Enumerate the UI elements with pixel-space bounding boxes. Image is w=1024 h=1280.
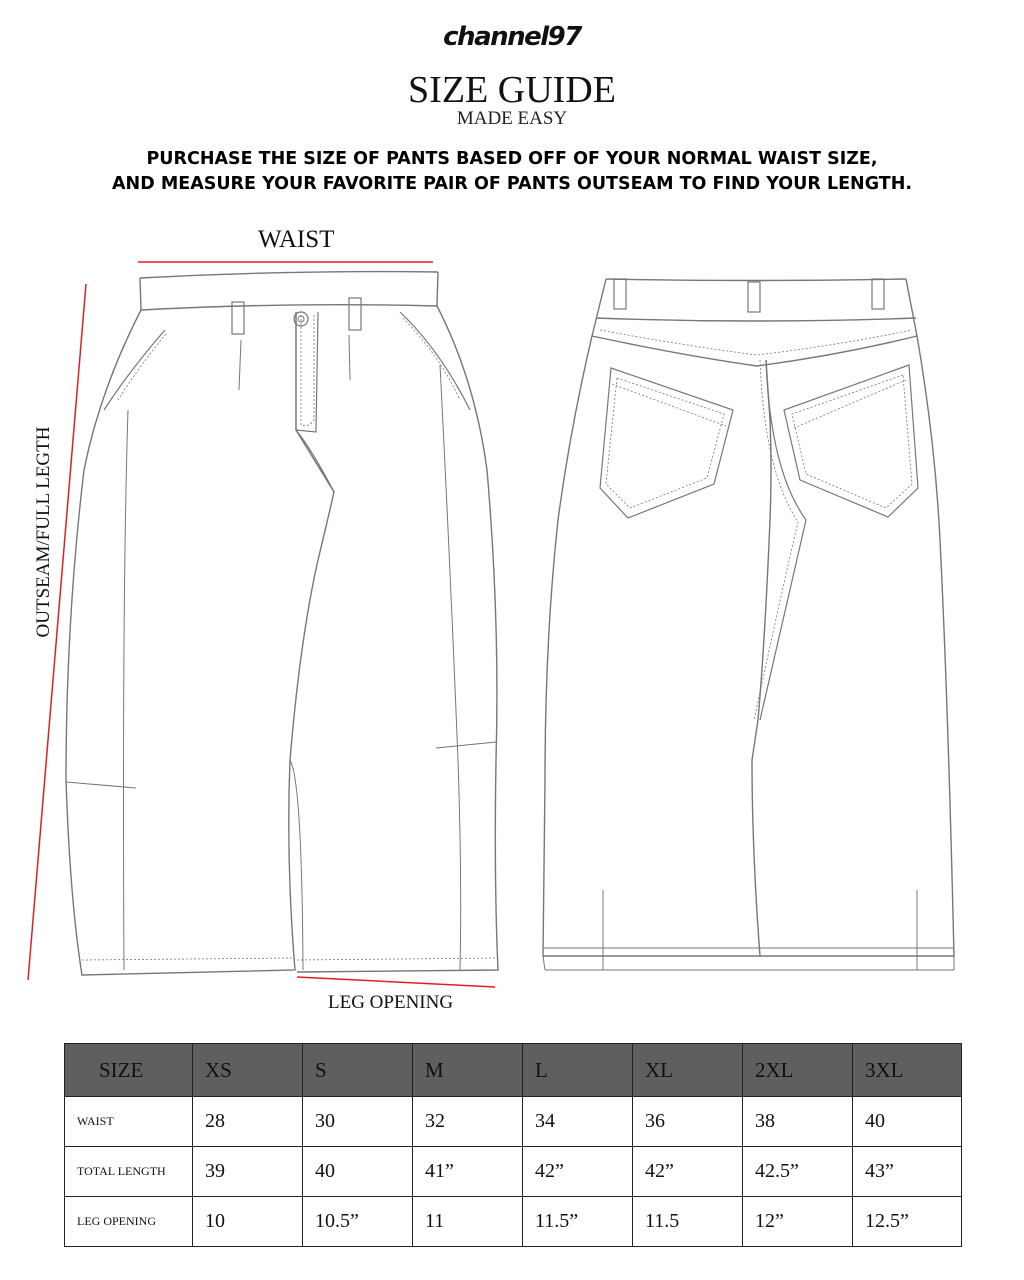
table-cell: 11 <box>413 1197 523 1247</box>
page-subtitle: MADE EASY <box>456 108 568 129</box>
table-cell: 42” <box>633 1147 743 1197</box>
table-cell: 10 <box>193 1197 303 1247</box>
table-cell: 30 <box>303 1097 413 1147</box>
table-row <box>65 1197 962 1247</box>
row-label-waist: WAIST <box>65 1097 193 1147</box>
leg-opening-label: LEG OPENING <box>328 992 454 1013</box>
waist-label: WAIST <box>258 226 335 253</box>
header-2xl: 2XL <box>743 1044 853 1097</box>
table-cell: 32 <box>413 1097 523 1147</box>
table-row <box>65 1097 962 1147</box>
header-l: L <box>523 1044 633 1097</box>
size-table-header <box>65 1044 962 1097</box>
table-cell: 40 <box>853 1097 962 1147</box>
brand-logo: channel97 <box>443 22 581 52</box>
header-size: SIZE <box>65 1044 193 1097</box>
table-cell: 12.5” <box>853 1197 962 1247</box>
size-table <box>64 1043 962 1247</box>
outseam-label: OUTSEAM/FULL LEGTH <box>33 426 54 638</box>
header-3xl: 3XL <box>853 1044 962 1097</box>
table-cell: 34 <box>523 1097 633 1147</box>
table-cell: 28 <box>193 1097 303 1147</box>
front-pants-drawing <box>66 272 498 975</box>
header-m: M <box>413 1044 523 1097</box>
table-cell: 11.5 <box>633 1197 743 1247</box>
row-label-leg-opening: LEG OPENING <box>65 1197 193 1247</box>
leg-opening-measure-line <box>297 977 495 987</box>
instruction-line-1: PURCHASE THE SIZE OF PANTS BASED OFF OF YOUR NORMAL WAIST SIZE, <box>146 149 878 169</box>
table-row <box>65 1147 962 1197</box>
table-cell: 36 <box>633 1097 743 1147</box>
table-cell: 39 <box>193 1147 303 1197</box>
table-cell: 38 <box>743 1097 853 1147</box>
header-s: S <box>303 1044 413 1097</box>
table-cell: 42.5” <box>743 1147 853 1197</box>
instruction-line-2: AND MEASURE YOUR FAVORITE PAIR OF PANTS OUTSEAM TO FIND YOUR LENGTH. <box>112 174 912 194</box>
page-title: SIZE GUIDE <box>408 69 616 111</box>
table-cell: 10.5” <box>303 1197 413 1247</box>
table-cell: 11.5” <box>523 1197 633 1247</box>
table-cell: 40 <box>303 1147 413 1197</box>
header-xl: XL <box>633 1044 743 1097</box>
table-cell: 42” <box>523 1147 633 1197</box>
back-pants-drawing <box>543 279 954 970</box>
table-cell: 12” <box>743 1197 853 1247</box>
table-cell: 43” <box>853 1147 962 1197</box>
header-xs: XS <box>193 1044 303 1097</box>
table-cell: 41” <box>413 1147 523 1197</box>
row-label-total-length: TOTAL LENGTH <box>65 1147 193 1197</box>
